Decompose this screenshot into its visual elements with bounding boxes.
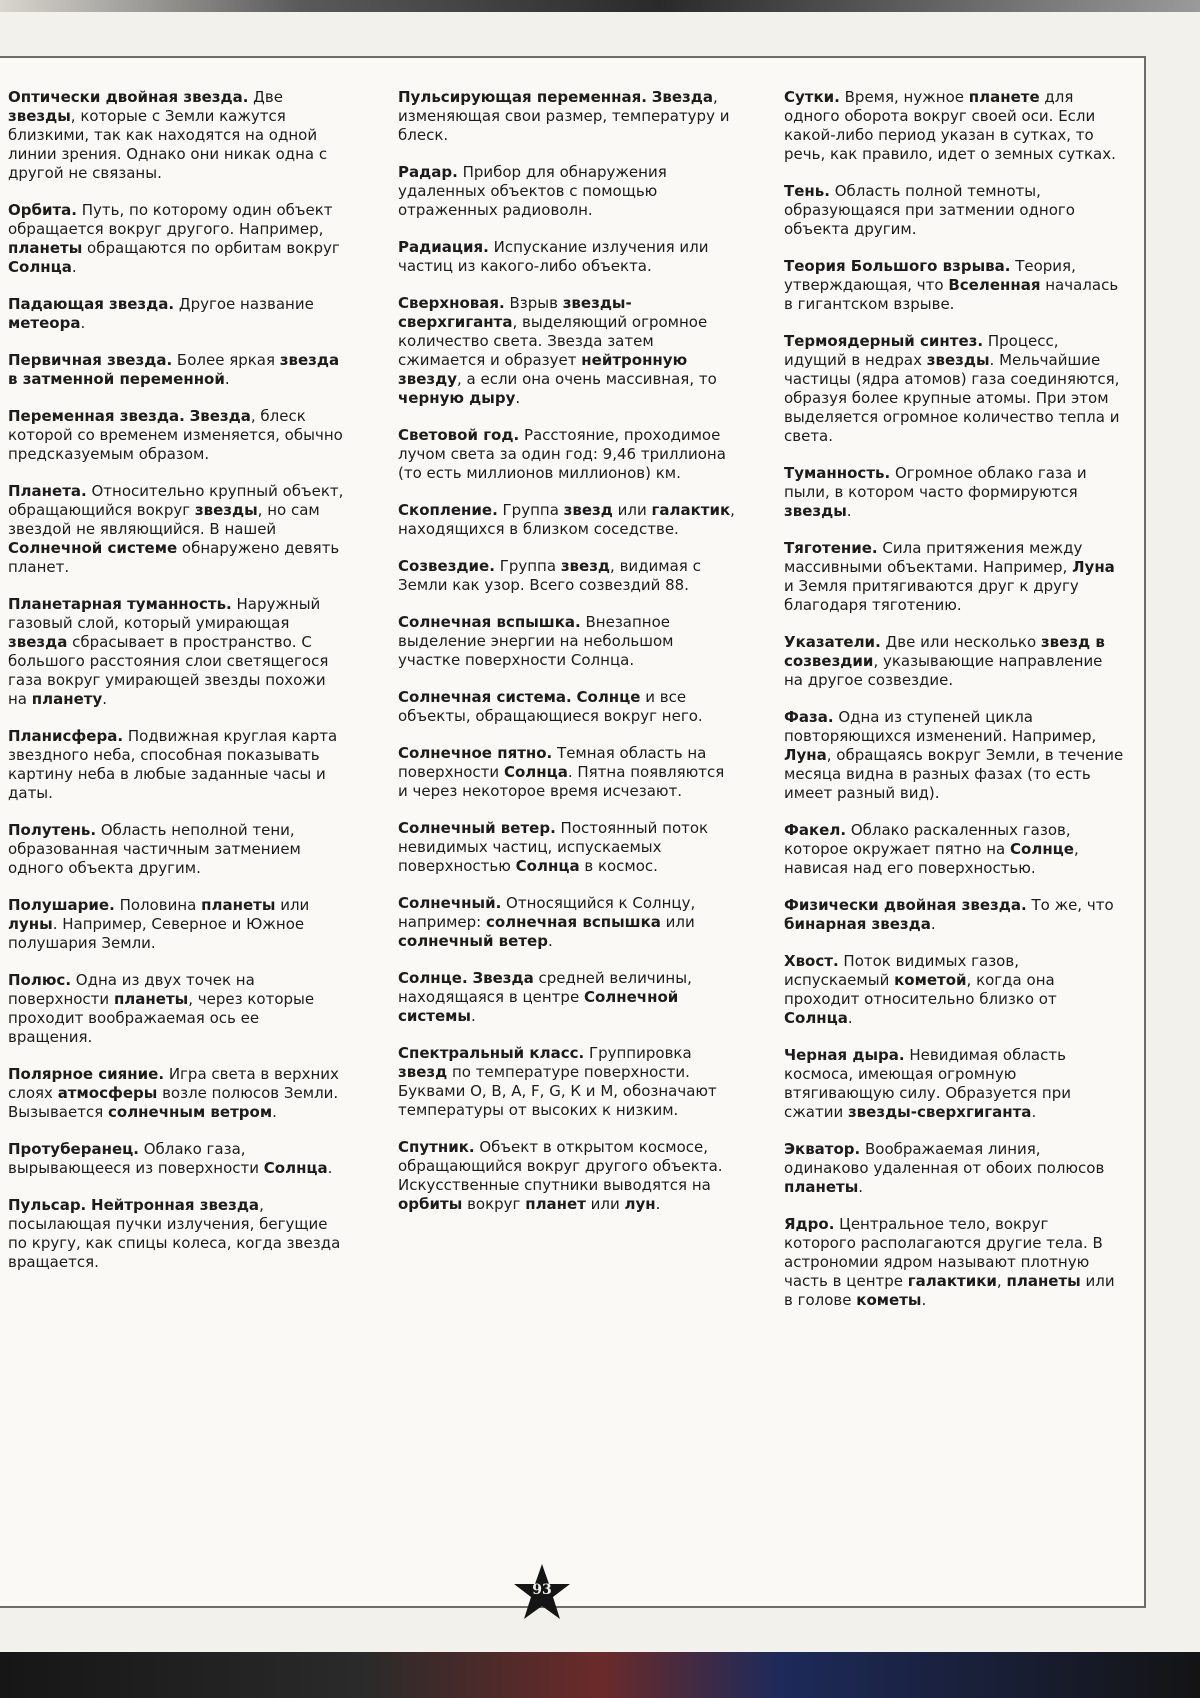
glossary-text: Другое название: [174, 295, 314, 313]
glossary-term: Солнечный ветер.: [398, 819, 556, 837]
glossary-term: звезд: [398, 1063, 448, 1081]
glossary-entry: [784, 182, 1124, 239]
glossary-term: Пульсар.: [8, 1196, 87, 1214]
glossary-entry: [784, 1215, 1124, 1310]
glossary-term: звезды: [8, 107, 71, 125]
glossary-text: Облако газа, вырывающееся из поверхности: [8, 1140, 264, 1177]
glossary-term: звезд: [560, 557, 611, 575]
glossary-term: солнечный ветер: [398, 932, 548, 950]
glossary-term: Туманность.: [784, 464, 891, 482]
glossary-entry: [8, 971, 348, 1047]
glossary-term: планеты: [8, 239, 83, 257]
glossary-term: Солнечный.: [398, 894, 502, 912]
glossary-entry: [8, 351, 348, 389]
glossary-term: звезда: [8, 633, 68, 651]
glossary-term: планеты: [1006, 1272, 1081, 1290]
glossary-term: планеты: [784, 1178, 859, 1196]
glossary-text: , но сам звездой не являющийся. В нашей: [8, 501, 320, 538]
glossary-term: орбиты: [398, 1195, 463, 1213]
glossary-entry: [398, 88, 738, 145]
glossary-text: Группа: [497, 501, 564, 519]
glossary-text: .: [515, 389, 521, 407]
glossary-term: Полярное сияние.: [8, 1065, 165, 1083]
glossary-term: Планетарная туманность.: [8, 595, 232, 613]
glossary-entry: [8, 201, 348, 277]
glossary-text: Относящийся к Солнцу, например:: [398, 894, 696, 931]
glossary-text: Время, нужное: [839, 88, 969, 106]
glossary-entry: [398, 613, 738, 670]
glossary-entry: [398, 1044, 738, 1120]
glossary-term: нейтронную звезду: [398, 351, 688, 388]
glossary-entry: [398, 969, 738, 1026]
glossary-term: Солнца: [8, 258, 72, 276]
glossary-entry: [398, 688, 738, 726]
glossary-text: , через которые проходит воображаемая ось ее вращения.: [8, 990, 315, 1046]
glossary-term: Созвездие.: [398, 557, 495, 575]
glossary-term: Солнечной системы: [398, 988, 679, 1025]
glossary-term: Скопление.: [398, 501, 498, 519]
glossary-term: Указатели.: [784, 633, 881, 651]
glossary-text: Подвижная круглая карта звездного неба, способная показывать картину неба в любые заданные часы и даты.: [8, 727, 338, 802]
glossary-text: .: [272, 1103, 277, 1121]
glossary-text: Темная область на поверхности: [398, 744, 707, 781]
glossary-term: Падающая звезда.: [8, 295, 175, 313]
glossary-term: галактики: [907, 1272, 997, 1290]
glossary-text: , обращаясь вокруг Земли, в течение месяца видна в разных фазах (то есть имеет разный вид).: [784, 746, 1124, 802]
glossary-entry: [8, 295, 348, 333]
glossary-text: Одна из ступеней цикла повторяющихся изменений. Например,: [784, 708, 1097, 745]
glossary-entry: [8, 896, 348, 953]
glossary-term: звезды-сверхгиганта: [847, 1103, 1032, 1121]
glossary-text: и Земля притягиваются друг к другу благодаря тяготению.: [784, 577, 1079, 614]
glossary-term: Планета.: [8, 482, 87, 500]
glossary-text: Процесс, идущий в недрах: [784, 332, 1059, 369]
glossary-entry: [784, 952, 1124, 1028]
glossary-entry: [784, 88, 1124, 164]
glossary-text: Облако раскаленных газов, которое окружает пятно на: [784, 821, 1071, 858]
glossary-text: Группа: [494, 557, 561, 575]
glossary-term: Солнце: [1010, 840, 1074, 858]
glossary-entry: [398, 163, 738, 220]
glossary-entry: [784, 464, 1124, 521]
glossary-term: Солнца: [784, 1009, 848, 1027]
glossary-entry: [784, 633, 1124, 690]
glossary-entry: [8, 727, 348, 803]
glossary-term: Сверхновая.: [398, 294, 505, 312]
glossary-text: .: [224, 370, 230, 388]
glossary-term: Спутник.: [398, 1138, 475, 1156]
glossary-text: .: [655, 1195, 661, 1213]
glossary-text: , когда она проходит относительно близко от: [784, 971, 1057, 1008]
glossary-entry: [398, 557, 738, 595]
glossary-term: планеты: [201, 896, 276, 914]
glossary-text: Игра света в верхних слоях: [8, 1065, 339, 1102]
glossary-term: метеора: [8, 314, 81, 332]
glossary-text: То же, что: [1026, 896, 1114, 914]
glossary-text: .: [930, 915, 936, 933]
glossary-text: .: [327, 1159, 333, 1177]
glossary-term: черную дыру: [398, 389, 516, 407]
glossary-text: или: [612, 501, 652, 519]
glossary-term: Световой год.: [398, 426, 520, 444]
glossary-entry: [784, 821, 1124, 878]
glossary-term: планете: [968, 88, 1040, 106]
glossary-text: .: [846, 502, 852, 520]
glossary-text: или в голове: [784, 1272, 1115, 1309]
glossary-text: , изменяющая свои размер, температуру и блеск.: [398, 88, 730, 144]
glossary-term: Оптически двойная звезда.: [8, 88, 249, 106]
glossary-text: Две: [248, 88, 283, 106]
glossary-entry: [398, 426, 738, 483]
glossary-text: Область полной темноты, образующаяся при затмении одного объекта другим.: [784, 182, 1075, 238]
glossary-text: . Мельчайшие частицы (ядра атомов) газа соединяются, образуя более крупные атомы. При этом выделяется огромное количество тепла и света.: [784, 351, 1120, 445]
glossary-text: , видимая с Земли как узор. Всего созвездий 88.: [398, 557, 701, 594]
glossary-text: ,: [996, 1272, 1007, 1290]
glossary-text: средней величины, находящаяся в центре: [398, 969, 692, 1006]
glossary-term: Солнечная вспышка.: [398, 613, 581, 631]
glossary-term: Солнца: [503, 763, 568, 781]
glossary-text: в космос.: [579, 857, 658, 875]
glossary-text: .: [921, 1291, 927, 1309]
glossary-term: солнечным ветром: [108, 1103, 273, 1121]
glossary-term: Солнце: [576, 688, 641, 706]
glossary-text: Половина: [114, 896, 202, 914]
glossary-text: обнаружено девять планет.: [8, 539, 340, 576]
glossary-text: .: [102, 690, 108, 708]
glossary-term: планеты: [113, 990, 189, 1008]
glossary-text: .: [80, 314, 86, 332]
glossary-text: Центральное тело, вокруг которого располагаются другие тела. В астрономии ядром называют плотную часть в центре: [784, 1215, 1103, 1290]
glossary-text: , посылающая пучки излучения, бегущие по кругу, как спицы колеса, когда звезда вращается.: [8, 1196, 341, 1271]
glossary-term: кометой: [894, 971, 967, 989]
glossary-term: Радар.: [398, 163, 458, 181]
glossary-text: обращаются по орбитам вокруг: [82, 239, 340, 257]
glossary-term: Звезда: [651, 88, 713, 106]
glossary-term: Сутки.: [784, 88, 840, 106]
glossary-column-2: [398, 88, 738, 1232]
glossary-text: Расстояние, проходимое лучом света за один год: 9,46 триллиона (то есть миллионов миллионов) км.: [398, 426, 726, 482]
glossary-term: Планисфера.: [8, 727, 124, 745]
glossary-entry: [8, 1140, 348, 1178]
glossary-entry: [784, 1140, 1124, 1197]
glossary-term: солнечная вспышка: [485, 913, 661, 931]
glossary-text: , указывающие направление на другое созвездие.: [784, 652, 1103, 689]
glossary-text: .: [847, 1009, 853, 1027]
glossary-term: Полутень.: [8, 821, 97, 839]
glossary-term: галактик: [651, 501, 731, 519]
glossary-term: Протуберанец.: [8, 1140, 139, 1158]
glossary-term: звезды: [926, 351, 990, 369]
glossary-text: сбрасывает в пространство. С большого расстояния слои светящегося газа вокруг умирающей звезды похожи на: [8, 633, 329, 708]
glossary-term: Черная дыра.: [784, 1046, 905, 1064]
glossary-term: планету: [31, 690, 103, 708]
glossary-text: .: [471, 1007, 476, 1025]
glossary-entry: [8, 595, 348, 709]
glossary-term: Фаза.: [784, 708, 834, 726]
glossary-term: Луна: [1072, 558, 1115, 576]
glossary-term: Пульсирующая переменная.: [398, 88, 647, 106]
glossary-term: Вселенная: [948, 276, 1041, 294]
glossary-term: Термоядерный синтез.: [784, 332, 984, 350]
glossary-text: Невидимая область космоса, имеющая огромную втягивающую силу. Образуется при сжатии: [784, 1046, 1071, 1121]
glossary-text: Две или несколько: [880, 633, 1041, 651]
glossary-term: Факел.: [784, 821, 847, 839]
glossary-entry: [8, 88, 348, 183]
glossary-entry: [398, 238, 738, 276]
glossary-term: Луна: [784, 746, 827, 764]
glossary-term: звезда в затменной переменной: [8, 351, 340, 388]
glossary-column-3: [784, 88, 1124, 1328]
glossary-entry: [8, 407, 348, 464]
glossary-text: Прибор для обнаружения удаленных объектов с помощью отраженных радиоволн.: [398, 163, 667, 219]
glossary-term: звезды: [784, 502, 847, 520]
glossary-entry: [784, 257, 1124, 314]
glossary-term: лун: [624, 1195, 656, 1213]
glossary-text: .: [71, 258, 77, 276]
glossary-text: Наружный газовый слой, который умирающая: [8, 595, 321, 632]
glossary-term: Экватор.: [784, 1140, 861, 1158]
glossary-term: Солнце.: [398, 969, 468, 987]
glossary-term: Физически двойная звезда.: [784, 896, 1027, 914]
page-number: 93: [532, 1582, 552, 1598]
glossary-text: Одна из двух точек на поверхности: [8, 971, 255, 1008]
glossary-term: звезд: [563, 501, 613, 519]
glossary-term: луны: [8, 915, 53, 933]
glossary-text: и все объекты, обращающиеся вокруг него.: [398, 688, 703, 725]
glossary-term: Звезда: [472, 969, 534, 987]
glossary-text: , нависая над его поверхностью.: [784, 840, 1079, 877]
glossary-text: Относительно крупный объект, обращающийся вокруг: [8, 482, 344, 519]
glossary-text: Область неполной тени, образованная частичным затмением одного объекта другим.: [8, 821, 301, 877]
glossary-entry: [398, 819, 738, 876]
glossary-text: , а если она очень массивная, то: [457, 370, 717, 388]
glossary-text: Воображаемая линия, одинаково удаленная от обоих полюсов: [784, 1140, 1105, 1177]
glossary-text: . Например, Северное и Южное полушария Земли.: [8, 915, 305, 952]
glossary-term: Полюс.: [8, 971, 72, 989]
glossary-text: Путь, по которому один объект обращается вокруг другого. Например,: [8, 201, 333, 238]
glossary-entry: [8, 1196, 348, 1272]
glossary-text: Постоянный поток невидимых частиц, испускаемых поверхностью: [398, 819, 709, 875]
glossary-text: началась в гигантском взрыве.: [784, 276, 1119, 313]
glossary-text: по температуре поверхности. Буквами О, В, А, F, G, К и М, обозначают температуры от высоких к низким.: [398, 1063, 717, 1119]
glossary-entry: [398, 744, 738, 801]
glossary-term: Радиация.: [398, 238, 489, 256]
glossary-term: бинарная звезда: [784, 915, 931, 933]
glossary-text: Группировка: [584, 1044, 692, 1062]
glossary-entry: [784, 539, 1124, 615]
glossary-term: Нейтронная звезда: [91, 1196, 260, 1214]
glossary-term: звезды-сверхгиганта: [398, 294, 632, 331]
glossary-term: Солнца: [515, 857, 580, 875]
glossary-text: Поток видимых газов, испускаемый: [784, 952, 1019, 989]
glossary-term: Теория Большого взрыва.: [784, 257, 1011, 275]
glossary-text: Испускание излучения или частиц из какого-либо объекта.: [398, 238, 709, 275]
glossary-entry: [784, 896, 1124, 934]
glossary-entry: [8, 821, 348, 878]
glossary-column-1: [8, 88, 348, 1290]
glossary-term: кометы: [856, 1291, 922, 1309]
glossary-term: Звезда: [189, 407, 251, 425]
glossary-term: Орбита.: [8, 201, 77, 219]
glossary-text: Взрыв: [504, 294, 563, 312]
glossary-text: , находящихся в близком соседстве.: [398, 501, 735, 538]
glossary-text: Сила притяжения между массивными объектами. Например,: [784, 539, 1083, 576]
glossary-entry: [8, 482, 348, 577]
glossary-term: звезд в созвездии: [784, 633, 1105, 670]
glossary-entry: [398, 894, 738, 951]
glossary-text: .: [1031, 1103, 1037, 1121]
glossary-entry: [398, 1138, 738, 1214]
glossary-term: Спектральный класс.: [398, 1044, 585, 1062]
glossary-term: Хвост.: [784, 952, 839, 970]
glossary-term: Тяготение.: [784, 539, 878, 557]
glossary-term: Солнечное пятно.: [398, 744, 553, 762]
glossary-entry: [784, 332, 1124, 446]
glossary-text: вокруг: [462, 1195, 526, 1213]
glossary-text: для одного оборота вокруг своей оси. Если какой-либо период указан в сутках, то речь, как правило, идет о земных сутках.: [784, 88, 1116, 163]
glossary-entry: [784, 708, 1124, 803]
glossary-term: Солнца: [263, 1159, 328, 1177]
glossary-text: , которые с Земли кажутся близкими, так как находятся на одной линии зрения. Однако они никак одна с другой не связаны.: [8, 107, 328, 182]
bottom-decorative-band: [0, 1652, 1200, 1698]
glossary-text: .: [547, 932, 553, 950]
glossary-term: Полушарие.: [8, 896, 115, 914]
glossary-text: или: [660, 913, 695, 931]
glossary-entry: [398, 294, 738, 408]
glossary-term: звезды: [194, 501, 258, 519]
glossary-term: Переменная звезда.: [8, 407, 185, 425]
glossary-text: . Пятна появляются и через некоторое время исчезают.: [398, 763, 725, 800]
glossary-term: Солнечная система.: [398, 688, 572, 706]
glossary-text: Теория, утверждающая, что: [784, 257, 1076, 294]
glossary-text: , блеск которой со временем изменяется, обычно предсказуемым образом.: [8, 407, 343, 463]
top-decorative-band: [0, 0, 1200, 12]
glossary-entry: [784, 1046, 1124, 1122]
glossary-text: , выделяющий огромное количество света. Звезда затем сжимается и образует: [398, 313, 708, 369]
glossary-text: или: [275, 896, 310, 914]
glossary-text: или: [585, 1195, 625, 1213]
glossary-text: Объект в открытом космосе, обращающийся вокруг другого объекта. Искусственные спутники выводятся на: [398, 1138, 723, 1194]
glossary-text: Более яркая: [172, 351, 280, 369]
glossary-text: .: [858, 1178, 864, 1196]
glossary-term: Первичная звезда.: [8, 351, 173, 369]
glossary-entry: [8, 1065, 348, 1122]
glossary-term: планет: [525, 1195, 586, 1213]
glossary-text: Огромное облако газа и пыли, в котором часто формируются: [784, 464, 1087, 501]
glossary-text: возле полюсов Земли. Вызывается: [8, 1084, 339, 1121]
glossary-term: атмосферы: [57, 1084, 158, 1102]
glossary-text: Внезапное выделение энергии на небольшом участке поверхности Солнца.: [398, 613, 674, 669]
glossary-term: Тень.: [784, 182, 830, 200]
glossary-entry: [398, 501, 738, 539]
glossary-term: Ядро.: [784, 1215, 835, 1233]
glossary-term: Солнечной системе: [8, 539, 178, 557]
